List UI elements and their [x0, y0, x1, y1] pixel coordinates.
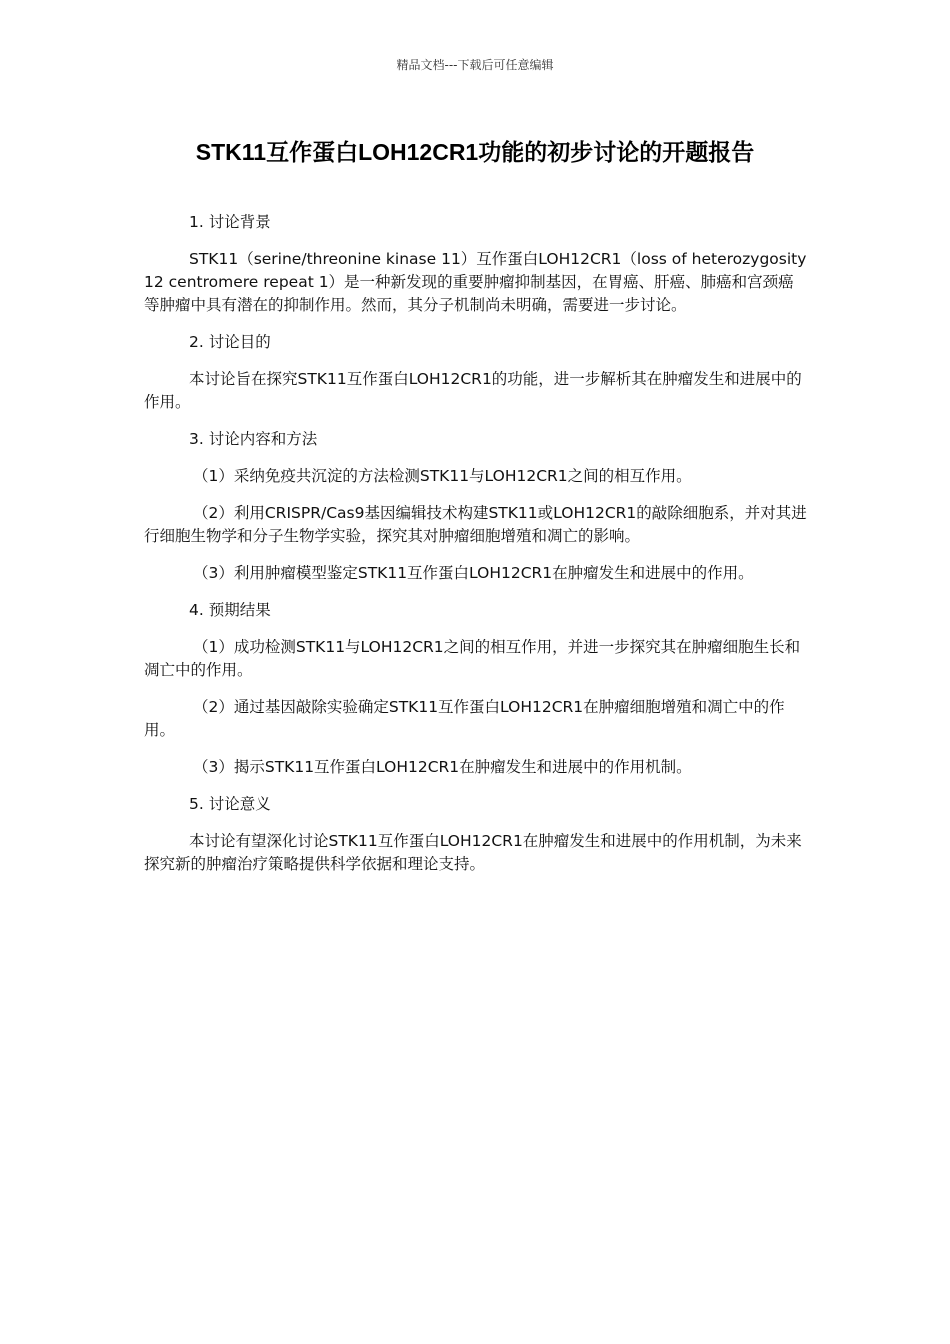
- section-heading-background: 1. 讨论背景: [189, 213, 271, 231]
- document-body: [144, 211, 808, 890]
- document-title: STK11互作蛋白LOH12CR1功能的初步讨论的开题报告: [195, 139, 755, 165]
- section-heading-significance: 5. 讨论意义: [189, 795, 271, 813]
- section-heading-expected-results: 4. 预期结果: [189, 601, 271, 619]
- paragraph-purpose: 本讨论旨在探究STK11互作蛋白LOH12CR1的功能，进一步解析其在肿瘤发生和进展中的作用。: [144, 370, 802, 411]
- page-header: 精品文档---下载后可任意编辑: [396, 58, 554, 72]
- result-item-2: （2）通过基因敲除实验确定STK11互作蛋白LOH12CR1在肿瘤细胞增殖和凋亡中的作用。: [144, 698, 785, 739]
- method-item-2: （2）利用CRISPR/Cas9基因编辑技术构建STK11或LOH12CR1的敲除细胞系，并对其进行细胞生物学和分子生物学实验，探究其对肿瘤细胞增殖和凋亡的影响。: [144, 504, 807, 545]
- paragraph-background: STK11（serine/threonine kinase 11）互作蛋白LOH12CR1（loss of heterozygosity 12 centromere repeat 1）是一种新发现的重要肿瘤抑制基因，在胃癌、肝癌、肺癌和宫颈癌等肿瘤中具有潜在的抑制作用。然而，其分子机制尚未明确，需要进一步讨论。: [144, 250, 807, 314]
- method-item-3: （3）利用肿瘤模型鉴定STK11互作蛋白LOH12CR1在肿瘤发生和进展中的作用。: [193, 564, 754, 582]
- result-item-3: （3）揭示STK11互作蛋白LOH12CR1在肿瘤发生和进展中的作用机制。: [193, 758, 692, 776]
- method-item-1: （1）采纳免疫共沉淀的方法检测STK11与LOH12CR1之间的相互作用。: [193, 467, 692, 485]
- section-heading-methods: 3. 讨论内容和方法: [189, 430, 318, 448]
- result-item-1: （1）成功检测STK11与LOH12CR1之间的相互作用，并进一步探究其在肿瘤细胞生长和凋亡中的作用。: [144, 638, 801, 679]
- section-heading-purpose: 2. 讨论目的: [189, 333, 271, 351]
- paragraph-significance: 本讨论有望深化讨论STK11互作蛋白LOH12CR1在肿瘤发生和进展中的作用机制，为未来探究新的肿瘤治疗策略提供科学依据和理论支持。: [144, 832, 802, 873]
